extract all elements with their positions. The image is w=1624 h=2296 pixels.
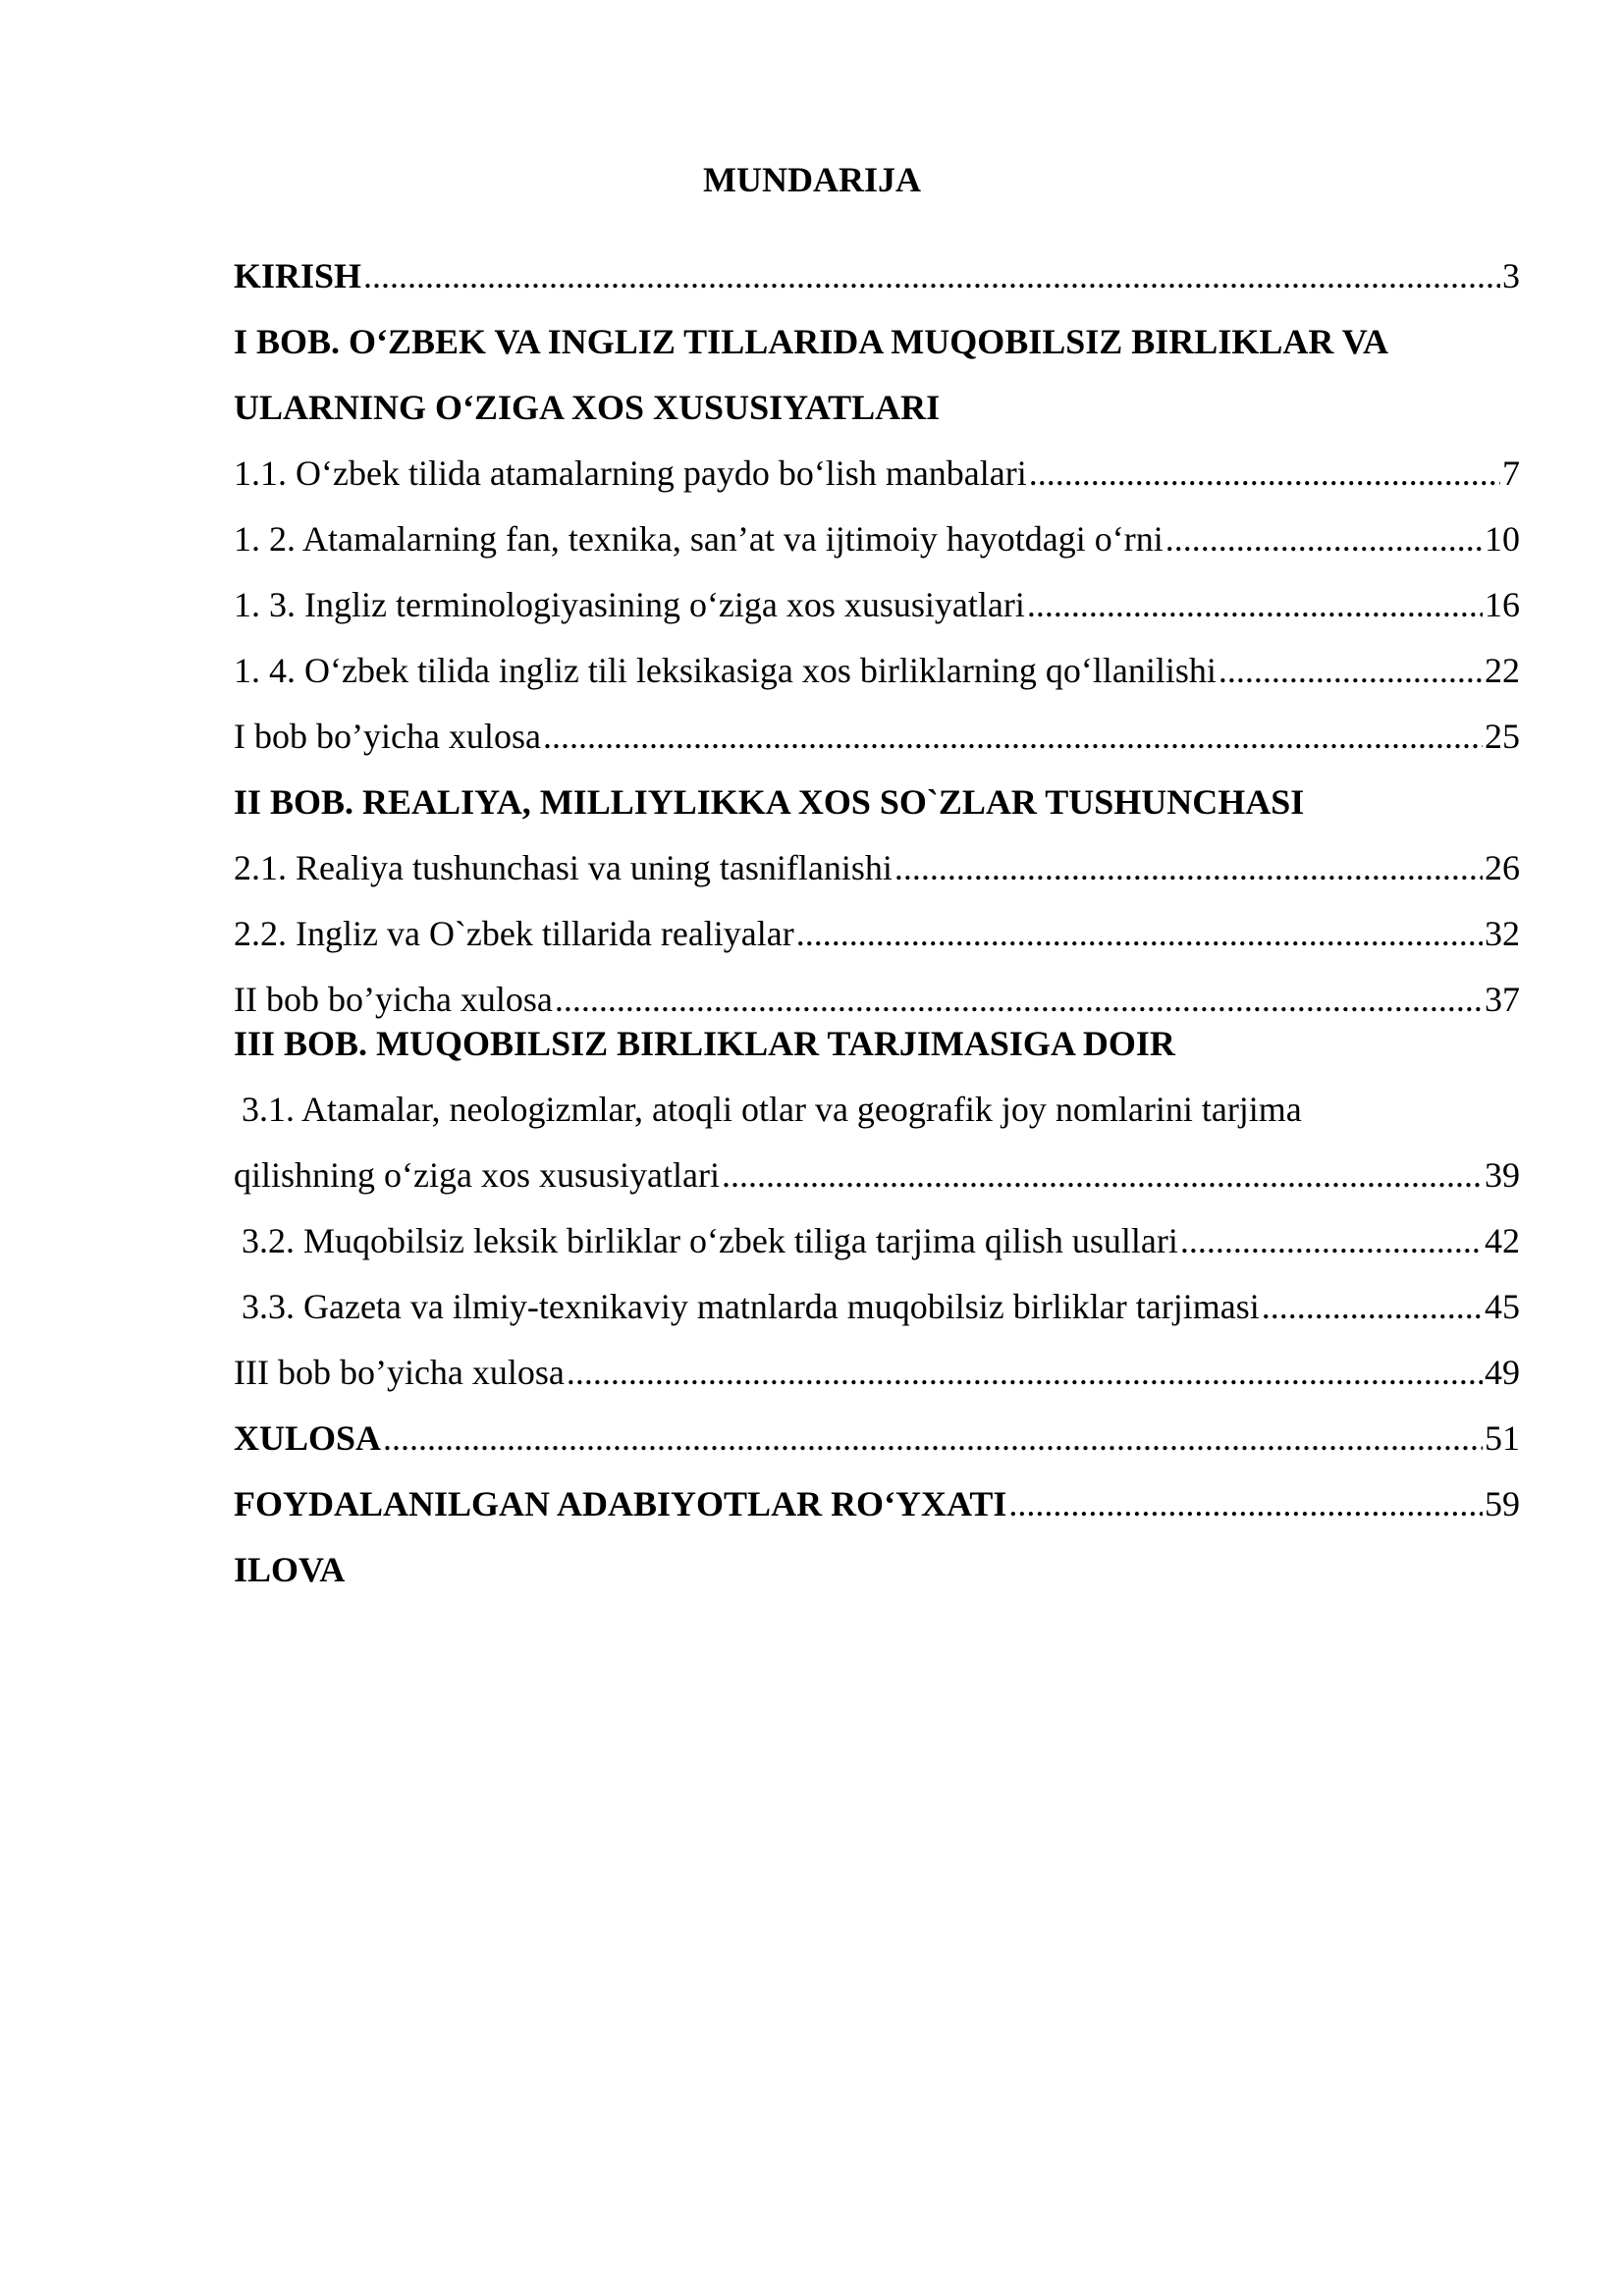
toc-entry-label: I bob bo’yicha xulosa xyxy=(234,717,541,756)
toc-entry-label: 3.2. Muqobilsiz leksik birliklar o‘zbek tiliga tarjima qilish usullari xyxy=(242,1221,1178,1260)
dot-leader xyxy=(1165,516,1483,561)
toc-page-number: 7 xyxy=(1502,454,1520,493)
toc-entry-label: 2.1. Realiya tushunchasi va uning tasniflanishi xyxy=(234,848,893,887)
toc-entry-appendix[interactable]: ILOVA xyxy=(234,1550,346,1589)
toc-entry-2-2[interactable] xyxy=(234,911,1520,956)
toc-entry-3-1[interactable] xyxy=(234,1152,1520,1198)
toc-page-number: 39 xyxy=(1485,1155,1520,1195)
toc-page-number: 59 xyxy=(1485,1484,1520,1523)
dot-leader xyxy=(1008,1481,1483,1526)
toc-entry-chapter-1-conclusion[interactable] xyxy=(234,714,1520,759)
toc-chapter-1-heading-line-2[interactable]: ULARNING O‘ZIGA XOS XUSUSIYATLARI xyxy=(234,388,941,427)
dot-leader xyxy=(1218,648,1483,693)
toc-page-number: 49 xyxy=(1485,1353,1520,1392)
toc-chapter-2-heading[interactable]: II BOB. REALIYA, MILLIYLIKKA XOS SO`ZLAR TUSHUNCHASI xyxy=(234,782,1305,822)
toc-chapter-3-heading[interactable]: III BOB. MUQOBILSIZ BIRLIKLAR TARJIMASIGA DOIR xyxy=(234,1024,1175,1063)
toc-entry-kirish[interactable] xyxy=(234,253,1520,298)
dot-leader xyxy=(543,714,1483,759)
toc-page-number: 26 xyxy=(1485,848,1520,887)
dot-leader xyxy=(894,845,1483,890)
toc-entry-label: qilishning o‘ziga xos xususiyatlari xyxy=(234,1155,720,1195)
dot-leader xyxy=(567,1350,1483,1395)
toc-entry-label: XULOSA xyxy=(234,1418,382,1458)
toc-chapter-1-heading-line-1[interactable]: I BOB. O‘ZBEK VA INGLIZ TILLARIDA MUQOBILSIZ BIRLIKLAR VA xyxy=(234,322,1389,361)
toc-page-number: 37 xyxy=(1485,980,1520,1019)
toc-entry-label: 2.2. Ingliz va O`zbek tillarida realiyalar xyxy=(234,914,794,953)
dot-leader xyxy=(1029,451,1500,496)
toc-entry-3-3[interactable] xyxy=(234,1284,1520,1329)
toc-entry-label: FOYDALANILGAN ADABIYOTLAR RO‘YXATI xyxy=(234,1484,1007,1523)
toc-entry-xulosa[interactable] xyxy=(234,1415,1520,1461)
toc-page-number: 10 xyxy=(1485,519,1520,559)
toc-entry-1-3[interactable] xyxy=(234,582,1520,627)
dot-leader xyxy=(363,253,1500,298)
toc-entry-label: 1. 3. Ingliz terminologiyasining o‘ziga xos xususiyatlari xyxy=(234,585,1025,624)
dot-leader xyxy=(1262,1284,1483,1329)
dot-leader xyxy=(383,1415,1483,1461)
toc-page-number: 42 xyxy=(1485,1221,1520,1260)
toc-page-number: 22 xyxy=(1485,651,1520,690)
toc-entry-label: KIRISH xyxy=(234,256,362,295)
dot-leader xyxy=(1027,582,1483,627)
dot-leader xyxy=(722,1152,1483,1198)
toc-entry-chapter-2-conclusion[interactable] xyxy=(234,977,1520,1022)
toc-page-number: 32 xyxy=(1485,914,1520,953)
dot-leader xyxy=(555,977,1483,1022)
page-title: MUNDARIJA xyxy=(703,160,921,199)
toc-entry-label: 1. 4. O‘zbek tilida ingliz tili leksikasiga xos birliklarning qo‘llanilishi xyxy=(234,651,1217,690)
toc-page-number: 25 xyxy=(1485,717,1520,756)
toc-entry-label: II bob bo’yicha xulosa xyxy=(234,980,553,1019)
toc-entry-1-4[interactable] xyxy=(234,648,1520,693)
toc-page-number: 45 xyxy=(1485,1287,1520,1326)
toc-entry-label: III bob bo’yicha xulosa xyxy=(234,1353,565,1392)
toc-entry-bibliography[interactable] xyxy=(234,1481,1520,1526)
toc-entry-label: 3.3. Gazeta va ilmiy-texnikaviy matnlarda muqobilsiz birliklar tarjimasi xyxy=(242,1287,1260,1326)
toc-entry-label: 1. 2. Atamalarning fan, texnika, san’at va ijtimoiy hayotdagi o‘rni xyxy=(234,519,1164,559)
toc-page-number: 3 xyxy=(1502,256,1520,295)
dot-leader xyxy=(796,911,1483,956)
toc-entry-chapter-3-conclusion[interactable] xyxy=(234,1350,1520,1395)
toc-entry-label: 1.1. O‘zbek tilida atamalarning paydo bo‘lish manbalari xyxy=(234,454,1027,493)
toc-page-number: 51 xyxy=(1485,1418,1520,1458)
toc-entry-1-2[interactable] xyxy=(234,516,1520,561)
toc-page-number: 16 xyxy=(1485,585,1520,624)
toc-entry-3-1-line-1[interactable]: 3.1. Atamalar, neologizmlar, atoqli otlar va geografik joy nomlarini tarjima xyxy=(242,1090,1302,1129)
toc-entry-1-1[interactable] xyxy=(234,451,1520,496)
toc-entry-3-2[interactable] xyxy=(234,1218,1520,1263)
dot-leader xyxy=(1180,1218,1483,1263)
toc-entry-2-1[interactable] xyxy=(234,845,1520,890)
